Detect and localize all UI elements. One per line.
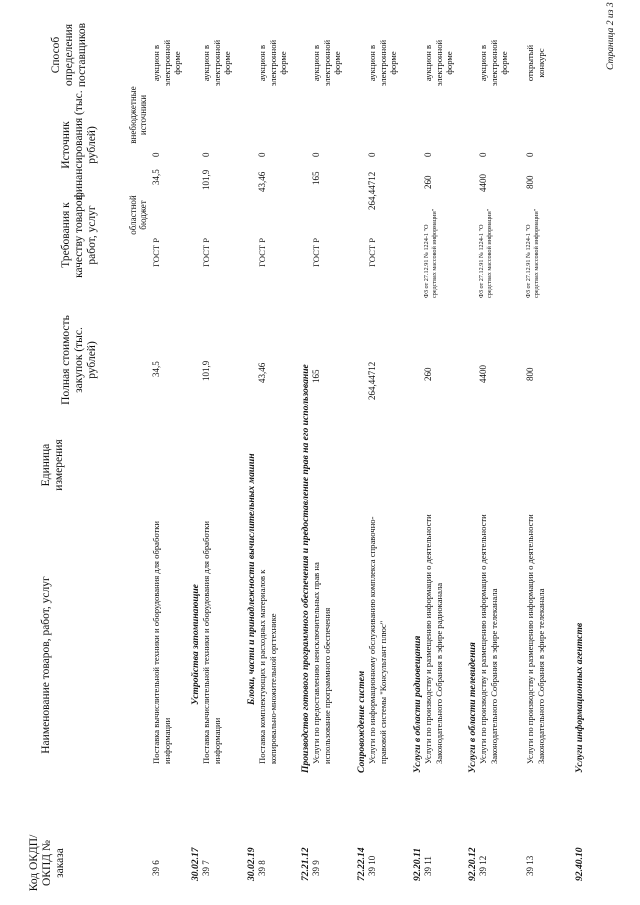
row-method: открытый конкурс <box>525 44 546 82</box>
row-extra: 0 <box>151 152 161 157</box>
row-method: аукцион в электронной форме <box>201 39 232 87</box>
header-fin-extra: внебюджетные источники <box>128 86 148 144</box>
row-extra: 0 <box>478 152 488 157</box>
row-requirements: ФЗ от 27.12.91 № 1224-1 "О средствах массовой информации" <box>525 208 540 298</box>
section-title: Услуги в области телевидения <box>467 642 478 773</box>
row-number: 39 12 <box>478 855 488 876</box>
row-requirements: ФЗ от 27.12.91 № 1224-1 "О средствах массовой информации" <box>423 208 438 298</box>
row-budget: 101,9 <box>201 169 211 190</box>
row-budget: 260 <box>423 175 433 189</box>
row-number: 39 9 <box>311 860 321 876</box>
header-method: Способ определения поставщиков <box>50 22 88 88</box>
row-number: 39 6 <box>151 860 161 876</box>
row-budget: 165 <box>311 171 321 185</box>
row-requirements: ГОСТ Р <box>257 238 267 267</box>
header-unit: Единица измерения <box>40 439 65 491</box>
row-name: Поставка вычислительной техники и оборудования для обработки информации <box>151 520 172 764</box>
header-financing: Источник финансирования (тыс. рублей) <box>60 90 98 200</box>
row-cost: 260 <box>423 367 433 381</box>
row-number: 39 13 <box>525 855 535 876</box>
row-extra: 0 <box>257 152 267 157</box>
row-cost: 165 <box>311 369 321 383</box>
header-name: Наименование товаров, работ, услуг <box>40 576 52 754</box>
row-budget: 800 <box>525 175 535 189</box>
section-code: 72.22.14 <box>356 847 367 881</box>
section-code: 92.20.12 <box>467 847 478 881</box>
row-number: 39 7 <box>201 860 211 876</box>
row-requirements: ГОСТ Р <box>311 238 321 267</box>
row-budget: 4400 <box>478 174 488 192</box>
section-code: 92.40.10 <box>574 847 585 881</box>
row-extra: 0 <box>525 152 535 157</box>
row-requirements: ФЗ от 27.12.91 № 1224-1 "О средствах массовой информации" <box>478 208 493 298</box>
row-budget: 43,46 <box>257 171 267 192</box>
row-name: Поставка вычислительной техники и оборудования для обработки информации <box>201 520 222 764</box>
row-cost: 43,46 <box>257 362 267 383</box>
row-extra: 0 <box>423 152 433 157</box>
row-cost: 4400 <box>478 365 488 383</box>
row-extra: 0 <box>311 152 321 157</box>
row-method: аукцион в электронной форме <box>478 39 509 87</box>
section-title: Услуги информационных агентств <box>574 622 585 773</box>
section-title: Сопровождение систем <box>356 670 367 773</box>
section-title: Блоки, части и принадлежности вычислительных машин <box>246 453 257 705</box>
row-cost: 34,5 <box>151 361 161 377</box>
row-cost: 264,44712 <box>367 361 377 400</box>
row-method: аукцион в электронной форме <box>151 39 182 87</box>
header-code: Код ОКДП/ ОКПД № заказа <box>28 834 66 892</box>
row-method: аукцион в электронной форме <box>311 39 342 87</box>
header-fin-budget: областной бюджет <box>128 195 148 235</box>
section-title: Услуги в области радиовещания <box>412 635 423 773</box>
page-indicator: Страница 2 из 3 <box>605 2 616 70</box>
row-requirements: ГОСТ Р <box>151 238 161 267</box>
row-name: Услуги по предоставлению неисключительных прав на использование программного обеспечения <box>311 562 332 764</box>
row-requirements: ГОСТ Р <box>201 238 211 267</box>
row-cost: 101,9 <box>201 360 211 381</box>
row-method: аукцион в электронной форме <box>423 39 454 87</box>
row-extra: 0 <box>367 152 377 157</box>
section-title: Производство готового программного обеспечения и предоставление прав на его использование <box>300 364 311 773</box>
header-cost: Полная стоимость закупок (тыс. рублей) <box>60 315 98 405</box>
section-title: Устройства запоминающие <box>190 584 201 705</box>
row-number: 39 8 <box>257 860 267 876</box>
row-name: Поставка комплектующих и расходных материалов к копировально-множительной оргтехнике <box>257 569 278 764</box>
row-number: 39 11 <box>423 856 433 876</box>
row-name: Услуги по информационному обслуживанию комплекса справочно-правовой системы "Консультант плюс" <box>367 516 388 764</box>
row-extra: 0 <box>201 152 211 157</box>
section-code: 30.02.17 <box>190 847 201 881</box>
row-number: 39 10 <box>367 855 377 876</box>
row-name: Услуги по производству и размещению информации о деятельности Законодательного Собрания в эфире радиоканала <box>423 514 444 764</box>
row-method: аукцион в электронной форме <box>367 39 398 87</box>
row-cost: 800 <box>525 367 535 381</box>
header-requirements: Требования к качеству товаров, работ, услуг <box>60 192 98 278</box>
section-code: 30.02.19 <box>246 847 257 881</box>
row-budget: 34,5 <box>151 169 161 185</box>
row-requirements: ГОСТ Р <box>367 238 377 267</box>
row-method: аукцион в электронной форме <box>257 39 288 87</box>
section-code: 92.20.11 <box>412 847 423 881</box>
row-budget: 264,44712 <box>367 171 377 210</box>
section-code: 72.21.12 <box>300 847 311 881</box>
row-name: Услуги по производству и размещению информации о деятельности Законодательного Собрания в эфире телеканала <box>525 514 546 764</box>
row-name: Услуги по производству и размещению информации о деятельности Законодательного Собрания в эфире телеканала <box>478 514 499 764</box>
